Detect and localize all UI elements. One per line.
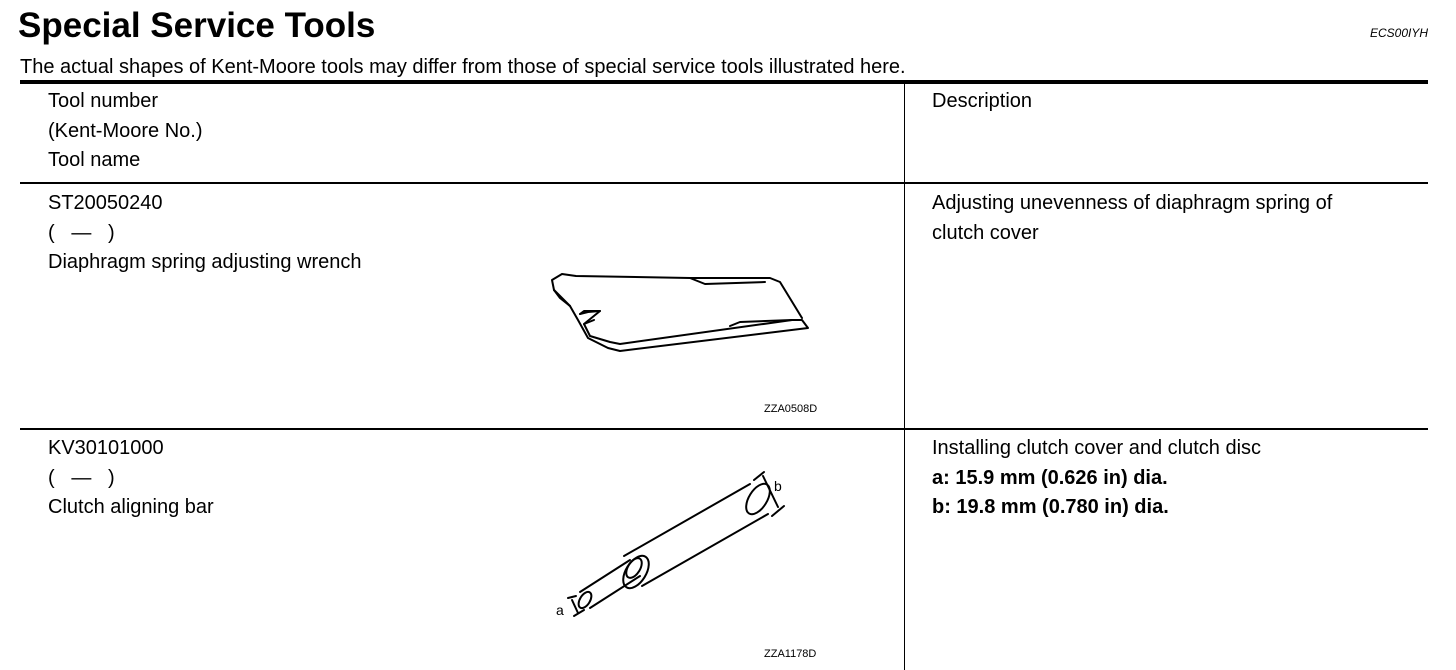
tool-name: Diaphragm spring adjusting wrench	[48, 251, 362, 273]
dimension-label-b: b	[774, 478, 782, 494]
document-code: ECS00IYH	[1369, 26, 1428, 40]
figure-code: ZZA1178D	[764, 648, 817, 660]
description-line: Installing clutch cover and clutch disc	[932, 437, 1262, 459]
table-top-rule	[20, 80, 1428, 84]
header-kent-moore: (Kent-Moore No.)	[48, 119, 203, 142]
tool-number: ST20050240	[48, 192, 163, 214]
tool-description	[932, 189, 1332, 248]
spec-a: a: 15.9 mm (0.626 in) dia.	[932, 466, 1168, 489]
clutch-aligning-bar-illustration	[550, 470, 800, 625]
header-tool-name: Tool name	[48, 149, 141, 171]
diaphragm-wrench-illustration	[540, 268, 820, 358]
tool-description	[932, 434, 1261, 523]
spec-b: b: 19.8 mm (0.780 in) dia.	[932, 496, 1169, 518]
header-description: Description	[932, 90, 1033, 112]
tool-name: Clutch aligning bar	[48, 496, 214, 518]
figure-code: ZZA0508D	[764, 403, 818, 415]
tools-note: The actual shapes of Kent-Moore tools may differ from those of special service tools illustrated here.	[20, 56, 906, 78]
kent-moore-number: ( — )	[48, 466, 115, 489]
kent-moore-number: ( — )	[48, 221, 115, 244]
row-divider	[20, 428, 1428, 430]
page-title: Special Service Tools	[18, 6, 376, 45]
description-line: clutch cover	[932, 221, 1039, 244]
header-tool-number: Tool number	[48, 90, 159, 112]
tool-number: KV30101000	[48, 437, 164, 459]
dimension-label-a: a	[556, 602, 564, 618]
header-bottom-rule	[20, 182, 1428, 184]
column-divider	[904, 84, 905, 670]
header-tool-column	[48, 87, 203, 176]
table-row	[48, 189, 362, 278]
description-line: Adjusting unevenness of diaphragm spring of	[932, 192, 1333, 214]
table-row	[48, 434, 214, 523]
